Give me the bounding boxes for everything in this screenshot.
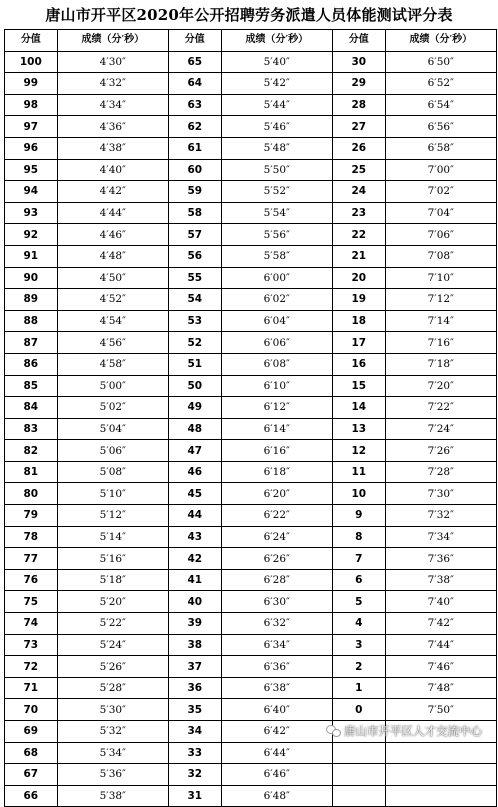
performance-cell: 7′06″ [385, 224, 496, 246]
score-cell: 75 [5, 591, 58, 613]
performance-cell: 4′54″ [57, 310, 168, 332]
score-cell: 37 [168, 656, 221, 678]
performance-cell: 7′42″ [385, 613, 496, 635]
score-cell: 58 [168, 202, 221, 224]
performance-cell: 6′10″ [221, 375, 332, 397]
performance-cell: 6′18″ [221, 461, 332, 483]
score-cell: 56 [168, 245, 221, 267]
score-cell: 17 [332, 332, 385, 354]
perf-header: 成绩（分′秒） [385, 30, 496, 52]
performance-cell: 5′34″ [57, 742, 168, 764]
table-row [5, 742, 497, 764]
performance-cell: 5′04″ [57, 418, 168, 440]
score-cell: 30 [332, 51, 385, 73]
performance-cell: 6′06″ [221, 332, 332, 354]
score-cell: 59 [168, 181, 221, 203]
score-cell: 53 [168, 310, 221, 332]
score-cell: 63 [168, 94, 221, 116]
performance-cell: 4′58″ [57, 353, 168, 375]
score-cell: 93 [5, 202, 58, 224]
table-row [5, 332, 497, 354]
score-cell: 5 [332, 591, 385, 613]
score-cell: 18 [332, 310, 385, 332]
score-cell: 34 [168, 721, 221, 743]
performance-cell: 6′00″ [221, 267, 332, 289]
score-cell: 69 [5, 721, 58, 743]
performance-cell: 6′52″ [385, 73, 496, 95]
performance-cell: 5′12″ [57, 505, 168, 527]
score-cell: 54 [168, 289, 221, 311]
watermark-text: 唐山市开平区人才交流中心 [344, 724, 482, 738]
table-row [5, 440, 497, 462]
score-cell: 23 [332, 202, 385, 224]
performance-cell: 5′50″ [221, 159, 332, 181]
table-row [5, 94, 497, 116]
performance-cell: 6′24″ [221, 526, 332, 548]
score-cell: 61 [168, 137, 221, 159]
score-cell: 9 [332, 505, 385, 527]
score-cell: 87 [5, 332, 58, 354]
performance-cell: 6′44″ [221, 742, 332, 764]
table-row [5, 267, 497, 289]
score-cell: 46 [168, 461, 221, 483]
performance-cell: 7′04″ [385, 202, 496, 224]
score-cell: 85 [5, 375, 58, 397]
score-cell: 83 [5, 418, 58, 440]
performance-cell: 4′40″ [57, 159, 168, 181]
score-cell: 95 [5, 159, 58, 181]
performance-cell: 6′22″ [221, 505, 332, 527]
performance-cell: 5′22″ [57, 613, 168, 635]
score-cell: 74 [5, 613, 58, 635]
performance-cell: 5′46″ [221, 116, 332, 138]
score-cell: 7 [332, 548, 385, 570]
performance-cell: 6′34″ [221, 634, 332, 656]
score-cell: 64 [168, 73, 221, 95]
performance-cell: 5′26″ [57, 656, 168, 678]
performance-cell: 7′24″ [385, 418, 496, 440]
table-row [5, 785, 497, 807]
performance-cell: 7′40″ [385, 591, 496, 613]
perf-header: 成绩（分′秒） [221, 30, 332, 52]
table-row [5, 202, 497, 224]
performance-cell: 6′12″ [221, 397, 332, 419]
score-cell: 29 [332, 73, 385, 95]
performance-cell: 4′30″ [57, 51, 168, 73]
score-cell [332, 742, 385, 764]
score-cell: 2 [332, 656, 385, 678]
performance-cell: 5′00″ [57, 375, 168, 397]
score-cell: 13 [332, 418, 385, 440]
performance-cell: 5′58″ [221, 245, 332, 267]
watermark [326, 723, 482, 739]
performance-cell: 4′46″ [57, 224, 168, 246]
score-cell: 57 [168, 224, 221, 246]
score-cell: 76 [5, 569, 58, 591]
score-cell: 92 [5, 224, 58, 246]
performance-cell: 5′48″ [221, 137, 332, 159]
score-cell: 96 [5, 137, 58, 159]
score-cell: 0 [332, 699, 385, 721]
score-cell: 19 [332, 289, 385, 311]
performance-cell [385, 764, 496, 786]
performance-cell: 7′12″ [385, 289, 496, 311]
performance-cell: 6′56″ [385, 116, 496, 138]
performance-cell: 4′56″ [57, 332, 168, 354]
score-table [4, 29, 497, 807]
score-cell: 60 [168, 159, 221, 181]
performance-cell: 5′14″ [57, 526, 168, 548]
score-cell: 55 [168, 267, 221, 289]
performance-cell: 7′10″ [385, 267, 496, 289]
score-cell: 21 [332, 245, 385, 267]
table-row [5, 656, 497, 678]
performance-cell: 5′38″ [57, 785, 168, 807]
score-cell: 44 [168, 505, 221, 527]
table-row [5, 591, 497, 613]
performance-cell: 5′44″ [221, 94, 332, 116]
performance-cell: 4′42″ [57, 181, 168, 203]
performance-cell: 5′32″ [57, 721, 168, 743]
table-row [5, 569, 497, 591]
performance-cell: 7′14″ [385, 310, 496, 332]
table-row [5, 73, 497, 95]
score-cell: 20 [332, 267, 385, 289]
score-cell: 39 [168, 613, 221, 635]
score-cell: 66 [5, 785, 58, 807]
table-row [5, 137, 497, 159]
score-cell: 65 [168, 51, 221, 73]
performance-cell: 5′06″ [57, 440, 168, 462]
performance-cell: 6′38″ [221, 677, 332, 699]
score-cell: 100 [5, 51, 58, 73]
score-cell: 45 [168, 483, 221, 505]
score-header: 分值 [5, 30, 58, 52]
table-row [5, 116, 497, 138]
table-row [5, 699, 497, 721]
performance-cell: 6′20″ [221, 483, 332, 505]
score-cell: 1 [332, 677, 385, 699]
table-row [5, 505, 497, 527]
score-cell: 27 [332, 116, 385, 138]
table-row [5, 245, 497, 267]
score-cell: 78 [5, 526, 58, 548]
performance-cell: 6′30″ [221, 591, 332, 613]
table-row [5, 526, 497, 548]
score-cell: 24 [332, 181, 385, 203]
performance-cell: 6′04″ [221, 310, 332, 332]
performance-cell: 7′48″ [385, 677, 496, 699]
performance-cell: 4′50″ [57, 267, 168, 289]
performance-cell: 4′38″ [57, 137, 168, 159]
performance-cell [385, 785, 496, 807]
score-cell: 38 [168, 634, 221, 656]
score-cell: 10 [332, 483, 385, 505]
score-cell: 62 [168, 116, 221, 138]
score-cell: 3 [332, 634, 385, 656]
score-cell: 88 [5, 310, 58, 332]
score-cell: 49 [168, 397, 221, 419]
score-cell: 36 [168, 677, 221, 699]
score-cell: 82 [5, 440, 58, 462]
score-cell: 72 [5, 656, 58, 678]
score-cell: 22 [332, 224, 385, 246]
score-table-body [5, 51, 497, 807]
performance-cell: 6′42″ [221, 721, 332, 743]
score-cell [332, 764, 385, 786]
score-cell: 41 [168, 569, 221, 591]
performance-cell: 6′36″ [221, 656, 332, 678]
performance-cell: 6′08″ [221, 353, 332, 375]
performance-cell: 5′28″ [57, 677, 168, 699]
score-cell: 14 [332, 397, 385, 419]
score-cell: 25 [332, 159, 385, 181]
score-cell: 80 [5, 483, 58, 505]
performance-cell: 7′36″ [385, 548, 496, 570]
score-cell: 73 [5, 634, 58, 656]
score-header: 分值 [332, 30, 385, 52]
performance-cell: 7′26″ [385, 440, 496, 462]
performance-cell: 6′50″ [385, 51, 496, 73]
table-row [5, 461, 497, 483]
table-row [5, 353, 497, 375]
score-cell: 33 [168, 742, 221, 764]
perf-header: 成绩（分′秒） [57, 30, 168, 52]
performance-cell: 5′52″ [221, 181, 332, 203]
score-cell: 97 [5, 116, 58, 138]
performance-cell: 5′24″ [57, 634, 168, 656]
performance-cell: 4′52″ [57, 289, 168, 311]
score-cell: 67 [5, 764, 58, 786]
score-cell: 77 [5, 548, 58, 570]
table-row [5, 375, 497, 397]
performance-cell: 7′18″ [385, 353, 496, 375]
score-cell: 81 [5, 461, 58, 483]
performance-cell [385, 742, 496, 764]
score-cell: 51 [168, 353, 221, 375]
performance-cell: 4′48″ [57, 245, 168, 267]
performance-cell: 7′46″ [385, 656, 496, 678]
performance-cell: 7′30″ [385, 483, 496, 505]
performance-cell: 7′32″ [385, 505, 496, 527]
performance-cell: 7′00″ [385, 159, 496, 181]
performance-cell: 5′10″ [57, 483, 168, 505]
performance-cell: 6′54″ [385, 94, 496, 116]
score-cell: 26 [332, 137, 385, 159]
performance-cell: 6′02″ [221, 289, 332, 311]
score-cell: 90 [5, 267, 58, 289]
score-cell: 28 [332, 94, 385, 116]
wechat-icon [326, 725, 340, 737]
table-row [5, 51, 497, 73]
performance-cell: 5′56″ [221, 224, 332, 246]
performance-cell: 7′28″ [385, 461, 496, 483]
performance-cell: 4′32″ [57, 73, 168, 95]
performance-cell: 7′20″ [385, 375, 496, 397]
performance-cell: 7′08″ [385, 245, 496, 267]
score-cell: 32 [168, 764, 221, 786]
table-row [5, 397, 497, 419]
performance-cell: 6′46″ [221, 764, 332, 786]
score-cell: 84 [5, 397, 58, 419]
performance-cell: 6′26″ [221, 548, 332, 570]
score-cell: 40 [168, 591, 221, 613]
performance-cell: 6′28″ [221, 569, 332, 591]
performance-cell: 7′50″ [385, 699, 496, 721]
performance-cell: 5′42″ [221, 73, 332, 95]
score-cell: 71 [5, 677, 58, 699]
score-cell: 98 [5, 94, 58, 116]
score-cell: 47 [168, 440, 221, 462]
performance-cell: 4′34″ [57, 94, 168, 116]
score-cell: 50 [168, 375, 221, 397]
performance-cell: 7′38″ [385, 569, 496, 591]
performance-cell: 5′54″ [221, 202, 332, 224]
performance-cell: 6′40″ [221, 699, 332, 721]
table-row [5, 677, 497, 699]
performance-cell: 4′44″ [57, 202, 168, 224]
score-cell: 43 [168, 526, 221, 548]
score-cell: 70 [5, 699, 58, 721]
score-cell: 31 [168, 785, 221, 807]
score-header: 分值 [168, 30, 221, 52]
page-title: 唐山市开平区2020年公开招聘劳务派遣人员体能测试评分表 [45, 6, 453, 24]
score-cell: 91 [5, 245, 58, 267]
performance-cell: 5′16″ [57, 548, 168, 570]
performance-cell: 7′02″ [385, 181, 496, 203]
performance-cell: 5′18″ [57, 569, 168, 591]
performance-cell: 7′44″ [385, 634, 496, 656]
performance-cell: 5′20″ [57, 591, 168, 613]
score-cell: 4 [332, 613, 385, 635]
performance-cell: 5′02″ [57, 397, 168, 419]
score-cell: 68 [5, 742, 58, 764]
performance-cell: 6′58″ [385, 137, 496, 159]
performance-cell: 4′36″ [57, 116, 168, 138]
table-row [5, 418, 497, 440]
performance-cell: 5′40″ [221, 51, 332, 73]
performance-cell: 7′22″ [385, 397, 496, 419]
score-cell: 86 [5, 353, 58, 375]
table-row [5, 159, 497, 181]
score-cell: 94 [5, 181, 58, 203]
performance-cell: 7′16″ [385, 332, 496, 354]
score-cell [332, 785, 385, 807]
table-row [5, 289, 497, 311]
performance-cell: 5′30″ [57, 699, 168, 721]
performance-cell: 6′14″ [221, 418, 332, 440]
performance-cell: 6′32″ [221, 613, 332, 635]
score-cell: 42 [168, 548, 221, 570]
score-cell: 15 [332, 375, 385, 397]
score-cell: 16 [332, 353, 385, 375]
table-header-row [5, 30, 497, 52]
performance-cell: 7′34″ [385, 526, 496, 548]
score-cell: 35 [168, 699, 221, 721]
table-row [5, 613, 497, 635]
score-cell: 12 [332, 440, 385, 462]
score-cell: 6 [332, 569, 385, 591]
table-row [5, 224, 497, 246]
performance-cell: 6′48″ [221, 785, 332, 807]
score-cell: 48 [168, 418, 221, 440]
score-cell: 11 [332, 461, 385, 483]
score-cell: 89 [5, 289, 58, 311]
table-row [5, 483, 497, 505]
table-row [5, 310, 497, 332]
table-row [5, 548, 497, 570]
table-row [5, 181, 497, 203]
performance-cell: 5′36″ [57, 764, 168, 786]
score-cell: 99 [5, 73, 58, 95]
table-row [5, 764, 497, 786]
score-cell: 8 [332, 526, 385, 548]
performance-cell: 5′08″ [57, 461, 168, 483]
table-row [5, 634, 497, 656]
score-cell: 79 [5, 505, 58, 527]
score-cell: 52 [168, 332, 221, 354]
performance-cell: 6′16″ [221, 440, 332, 462]
